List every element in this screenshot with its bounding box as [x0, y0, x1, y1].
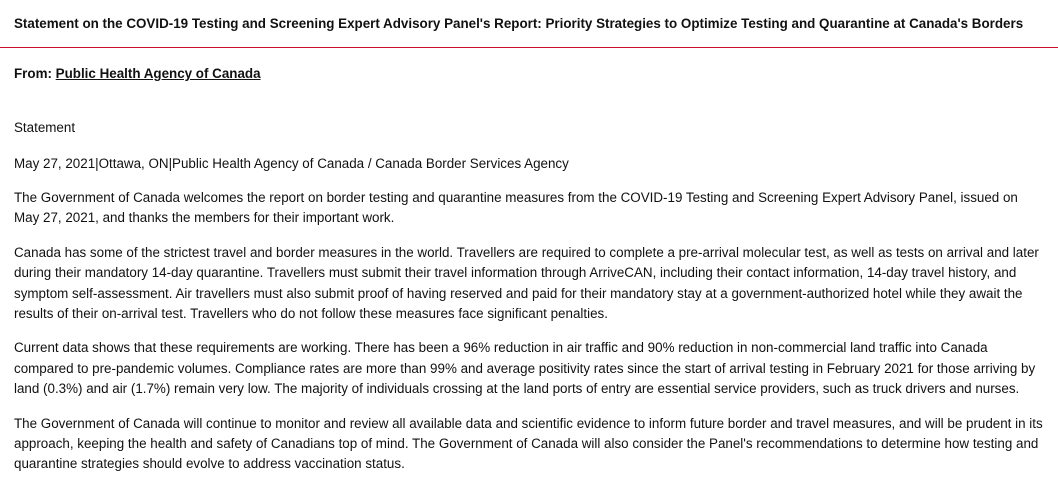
paragraph-measures: Canada has some of the strictest travel and border measures in the world. Travellers are required to complete a pre-arrival molecular test, as well as tests on arrival and later during their mandatory 14-day quarantine. Travellers must submit their travel information through ArriveCAN, including their contact information, 14-day travel history, and symptom self-assessment. Air travellers must also submit proof of having reserved and paid for their mandatory stay at a government-authorized hotel while they await the results of their on-arrival test. Travellers who do not follow these measures face significant penalties.	[14, 244, 1039, 322]
dateline: May 27, 2021|Ottawa, ON|Public Health Agency of Canada / Canada Border Services Agency	[14, 156, 569, 171]
content-type-label: Statement	[14, 120, 76, 135]
paragraph-intro: The Government of Canada welcomes the report on border testing and quarantine measures from the COVID-19 Testing and Screening Expert Advisory Panel, issued on May 27, 2021, and thanks the members for their important work.	[14, 190, 1018, 226]
title-divider	[0, 47, 1058, 48]
page-title: Statement on the COVID-19 Testing and Screening Expert Advisory Panel's Report: Priority Strategies to Optimize Testing and Quarantine at Canada's Borders	[14, 16, 1024, 31]
from-line	[14, 64, 1046, 84]
from-label: From:	[14, 66, 52, 81]
from-agency-link[interactable]: Public Health Agency of Canada	[55, 66, 261, 81]
paragraph-outlook: The Government of Canada will continue to monitor and review all available data and scientific evidence to inform future border and travel measures, and will be prudent in its approach, keeping the health and safety of Canadians top of mind. The Government of Canada will also consider the Panel's recommendations to determine how testing and quarantine strategies should evolve to address vaccination status.	[14, 415, 1043, 472]
paragraph-data: Current data shows that these requirements are working. There has been a 96% reduction in air traffic and 90% reduction in non-commercial land traffic into Canada compared to pre-pandemic volumes. Compliance rates are more than 99% and average positivity rates since the start of arrival testing in February 2021 for those arriving by land (0.3%) and air (1.7%) remain very low. The majority of individuals crossing at the land ports of entry are essential service providers, such as truck drivers and nurses.	[14, 340, 1036, 397]
